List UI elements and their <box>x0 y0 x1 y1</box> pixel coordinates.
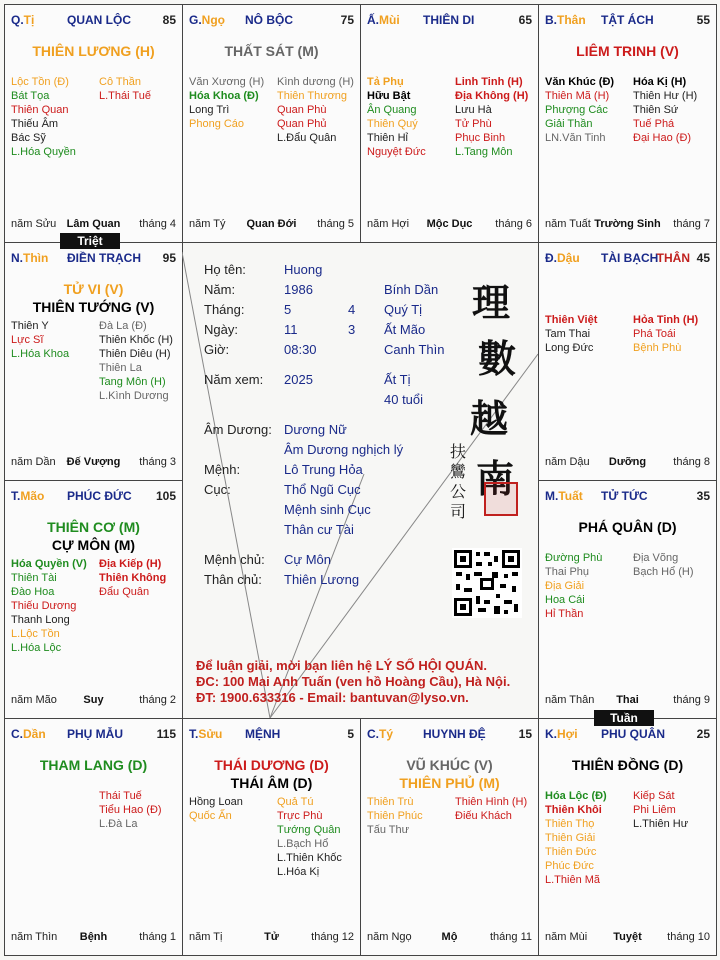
palace-mui <box>360 4 539 243</box>
palace-footer <box>11 931 176 945</box>
palace-name: TẬT ÁCH <box>601 13 654 27</box>
truong-sinh-label: Tử <box>264 931 279 943</box>
minor-star: L.Bạch Hổ <box>277 838 329 850</box>
minor-stars-right <box>277 795 342 879</box>
palace-score: 85 <box>162 13 176 27</box>
minor-star: Thiên Thọ <box>545 818 595 830</box>
minor-star: Thiên Khôi <box>545 804 602 816</box>
palace-name: NÔ BỘC <box>245 13 293 27</box>
calligraphy-char-4: 南 <box>476 456 515 501</box>
truong-sinh-label: Dưỡng <box>608 456 647 468</box>
palace-header <box>545 13 710 29</box>
palace-tuat <box>538 480 717 719</box>
minor-star: L.Thái Tuế <box>99 90 151 102</box>
year-label: năm Thìn <box>11 931 58 943</box>
minor-star: Bát Tọa <box>11 90 50 102</box>
year-label: năm Dậu <box>545 456 590 468</box>
truong-sinh-label: Suy <box>83 694 104 706</box>
minor-star: Ân Quang <box>367 104 417 116</box>
minor-star: L.Đà La <box>99 818 138 830</box>
minor-stars-left <box>189 795 243 823</box>
palace-score: 105 <box>155 489 176 503</box>
nam-xem-can-chi: Ất Tị <box>384 372 411 387</box>
year-label: năm Mão <box>11 694 57 706</box>
minor-star: L.Kình Dương <box>99 390 169 402</box>
minor-star: Phượng Các <box>545 104 608 116</box>
minor-star: Thiếu Dương <box>11 600 77 612</box>
gio-value: 08:30 <box>284 342 317 357</box>
year-label: năm Mùi <box>545 931 588 943</box>
palace-score: 115 <box>156 727 176 741</box>
palace-footer <box>189 931 354 945</box>
ngay-can-chi: Ất Mão <box>384 322 426 337</box>
triet-badge: Triệt <box>60 233 120 249</box>
ho-ten-value: Huong <box>284 262 323 277</box>
minor-stars-left <box>545 75 614 145</box>
palace-header <box>367 13 532 29</box>
truong-sinh-label: Quan Đới <box>246 218 297 230</box>
main-star-1: PHÁ QUÂN (D) <box>578 519 677 535</box>
minor-star: Hóa Kị (H) <box>633 76 687 88</box>
minor-star: Kình dương (H) <box>277 76 354 88</box>
minor-star: Thái Tuế <box>99 790 142 802</box>
year-label: năm Hợi <box>367 218 410 230</box>
palace-footer <box>545 931 710 945</box>
month-label: tháng 2 <box>139 694 176 706</box>
minor-star: Quan Phủ <box>277 118 327 130</box>
can-label: Ấ.Mùi <box>367 13 400 27</box>
minor-star: Hỏa Tinh (H) <box>633 314 699 326</box>
palace-header <box>189 13 354 29</box>
am-duong-value: Dương Nữ <box>284 422 347 437</box>
palace-footer <box>545 694 710 708</box>
minor-stars-left <box>545 551 602 621</box>
minor-stars-right <box>99 75 151 103</box>
minor-star: L.Hóa Quyền <box>11 146 76 158</box>
can-label: B.Thân <box>545 13 586 27</box>
minor-stars-right <box>633 789 688 831</box>
minor-star: Điếu Khách <box>455 810 512 822</box>
palace-hoi <box>538 718 717 956</box>
minor-star: L.Lộc Tồn <box>11 628 60 640</box>
ngay-am-lich: 3 <box>348 322 356 337</box>
thang-am-lich: 4 <box>348 302 356 317</box>
palace-header <box>545 727 710 743</box>
palace-footer <box>11 218 176 232</box>
minor-stars-right <box>455 75 528 159</box>
tuoi-value: 40 tuổi <box>384 392 424 407</box>
month-label: tháng 10 <box>667 931 710 943</box>
calligraphy-char-2: 數 <box>478 336 517 381</box>
minor-star: Đào Hoa <box>11 586 55 598</box>
minor-star: Bạch Hổ (H) <box>633 566 694 578</box>
minor-star: Long Trì <box>189 104 230 116</box>
menh-chu-value: Cự Môn <box>284 552 331 567</box>
nam-xem-value: 2025 <box>284 372 313 387</box>
minor-star: LN.Văn Tinh <box>545 132 606 144</box>
main-star-2: THÁI ÂM (D) <box>230 775 313 791</box>
minor-star: Tướng Quân <box>277 824 341 836</box>
minor-star: Tuế Phá <box>633 118 675 130</box>
minor-star: Thanh Long <box>11 614 70 626</box>
minor-star: Giải Thần <box>545 118 593 130</box>
palace-name: PHÚC ĐỨC <box>67 489 132 503</box>
truong-sinh-label: Trường Sinh <box>594 218 661 230</box>
main-star-1: THAM LANG (D) <box>39 757 148 773</box>
truong-sinh-label: Thai <box>616 694 639 706</box>
palace-footer <box>545 218 710 232</box>
truong-sinh-label: Tuyệt <box>613 931 642 943</box>
palace-header <box>11 13 176 29</box>
minor-star: Phúc Đức <box>545 860 594 872</box>
palace-score: 55 <box>696 13 710 27</box>
minor-star: L.Đẩu Quân <box>277 132 337 144</box>
menh-label: Mệnh: <box>204 462 241 477</box>
minor-star: Văn Xương (H) <box>189 76 265 88</box>
minor-star: Thiên Hư (H) <box>633 90 698 102</box>
palace-header <box>11 727 176 743</box>
minor-star: Kiếp Sát <box>633 790 675 802</box>
minor-star: Thiên Thương <box>277 90 348 102</box>
palace-name: TỬ TỨC <box>601 489 648 503</box>
thang-value: 5 <box>284 302 292 317</box>
palace-footer <box>367 931 532 945</box>
menh-value: Lô Trung Hỏa <box>284 462 363 477</box>
minor-star: Thiếu Âm <box>11 118 59 130</box>
minor-stars-left <box>11 319 69 361</box>
main-star-1: VŨ KHÚC (V) <box>406 757 493 773</box>
main-star-1: TỬ VI (V) <box>63 281 124 297</box>
minor-star: Bác Sỹ <box>11 132 46 144</box>
can-label: N.Thìn <box>11 251 49 265</box>
red-seal-icon <box>484 482 518 516</box>
minor-star: Đại Hao (Đ) <box>633 132 692 144</box>
minor-stars-right <box>455 795 527 823</box>
minor-star: L.Thiên Hư <box>633 818 689 830</box>
minor-star: Hỉ Thần <box>545 608 584 620</box>
minor-star: L.Thiên Mã <box>545 874 601 886</box>
minor-star: Phi Liêm <box>633 804 676 816</box>
than-chu-value: Thiên Lương <box>284 572 360 587</box>
minor-star: Quan Phù <box>277 104 327 116</box>
palace-score: 95 <box>162 251 176 265</box>
palace-score: 15 <box>518 727 532 741</box>
gio-can-chi: Canh Thìn <box>384 342 445 357</box>
minor-star: Tấu Thư <box>367 824 410 836</box>
qr-code-icon <box>452 548 522 618</box>
gio-label: Giờ: <box>204 342 230 357</box>
minor-stars-left <box>189 75 264 131</box>
cuc-label: Cục: <box>204 482 231 497</box>
minor-star: Thiên Hình (H) <box>455 796 528 808</box>
minor-star: Tiểu Hao (Đ) <box>99 804 162 816</box>
main-star-2: THIÊN TƯỚNG (V) <box>32 299 155 315</box>
truong-sinh-label: Đế Vượng <box>66 456 121 468</box>
minor-stars-left <box>545 789 607 887</box>
minor-star: Lực Sĩ <box>11 334 44 346</box>
minor-star: Hóa Quyền (V) <box>11 558 87 570</box>
year-label: năm Tị <box>189 931 223 943</box>
truong-sinh-label: Lâm Quan <box>66 218 121 230</box>
can-label: Đ.Dậu <box>545 251 580 265</box>
month-label: tháng 12 <box>311 931 354 943</box>
minor-stars-left <box>11 75 76 159</box>
minor-star: Bệnh Phù <box>633 342 682 354</box>
minor-stars-left <box>545 313 597 355</box>
can-label: Q.Tị <box>11 13 35 27</box>
minor-star: Tang Môn (H) <box>99 376 166 388</box>
palace-header <box>367 727 532 743</box>
month-label: tháng 6 <box>495 218 532 230</box>
minor-star: Địa Không (H) <box>455 90 529 102</box>
minor-star: Hữu Bật <box>367 90 411 102</box>
palace-header <box>11 251 176 267</box>
minor-stars-right <box>277 75 354 145</box>
palace-score: 75 <box>340 13 354 27</box>
minor-stars-right <box>99 789 162 831</box>
minor-star: Đẩu Quân <box>99 586 150 598</box>
minor-star: Thiên Không <box>99 572 167 584</box>
minor-star: Thiên La <box>99 362 142 374</box>
palace-header <box>545 251 710 267</box>
minor-star: Phục Binh <box>455 132 506 144</box>
palace-footer <box>11 456 176 470</box>
minor-star: L.Hóa Lộc <box>11 642 62 654</box>
palace-score: 25 <box>696 727 710 741</box>
palace-name: PHU QUÂN <box>601 727 666 741</box>
minor-star: Lộc Tồn (Đ) <box>11 76 69 88</box>
can-label: K.Hợi <box>545 727 578 741</box>
nam-xem-label: Năm xem: <box>204 372 264 387</box>
minor-star: Quốc Ấn <box>189 810 232 822</box>
contact-line-2: ĐC: 100 Mai Anh Tuấn (ven hồ Hoàng Cầu), Hà Nội. <box>196 674 511 689</box>
minor-star: Thiên Việt <box>545 314 598 326</box>
ngay-label: Ngày: <box>204 322 238 337</box>
main-star-1: THIÊN CƠ (M) <box>47 519 140 535</box>
than-marker: THÂN <box>656 251 690 265</box>
minor-stars-right <box>633 313 698 355</box>
truong-sinh-label: Mộ <box>441 931 458 943</box>
month-label: tháng 8 <box>673 456 710 468</box>
minor-star: Thiên Trù <box>367 796 414 808</box>
minor-star: L.Tang Môn <box>455 146 513 158</box>
minor-stars-right <box>633 551 694 579</box>
palace-score: 45 <box>696 251 710 265</box>
minor-star: Thiên Mã (H) <box>545 90 610 102</box>
minor-stars-right <box>633 75 697 145</box>
than-chu-label: Thân chủ: <box>204 572 262 587</box>
palace-footer <box>11 694 176 708</box>
palace-name: ĐIỀN TRẠCH <box>67 251 141 265</box>
palace-than <box>538 4 717 243</box>
minor-star: Địa Giải <box>545 580 585 592</box>
cuc-note-1: Mệnh sinh Cục <box>284 502 371 517</box>
palace-header <box>189 727 354 743</box>
ho-ten-label: Họ tên: <box>204 262 246 277</box>
minor-star: Địa Kiếp (H) <box>99 558 162 570</box>
month-label: tháng 9 <box>673 694 710 706</box>
month-label: tháng 5 <box>317 218 354 230</box>
minor-stars-right <box>99 319 173 403</box>
year-label: năm Dần <box>11 456 56 468</box>
main-star-1: LIÊM TRINH (V) <box>576 43 679 59</box>
month-label: tháng 4 <box>139 218 176 230</box>
minor-star: Nguyệt Đức <box>367 146 426 158</box>
can-label: T.Sửu <box>189 727 223 741</box>
minor-star: Cô Thần <box>99 76 141 88</box>
palace-dan <box>4 718 183 956</box>
month-label: tháng 11 <box>489 931 532 943</box>
menh-chu-label: Mệnh chủ: <box>204 552 265 567</box>
minor-star: Phá Toái <box>633 328 676 340</box>
main-star-1: THẤT SÁT (M) <box>224 43 319 59</box>
year-label: năm Thân <box>545 694 595 706</box>
year-label: năm Sửu <box>11 218 57 230</box>
can-label: T.Mão <box>11 489 45 503</box>
palace-suu <box>182 718 361 956</box>
minor-star: Thiên Khốc (H) <box>99 334 173 346</box>
minor-star: Thiên Quý <box>367 118 418 130</box>
palace-score: 35 <box>696 489 710 503</box>
main-star-1: THIÊN ĐỒNG (D) <box>571 757 684 773</box>
calligraphy-char-3: 越 <box>470 396 509 441</box>
palace-mao <box>4 480 183 719</box>
palace-name: MỆNH <box>245 727 281 741</box>
month-label: tháng 1 <box>139 931 176 943</box>
palace-score: 65 <box>518 13 532 27</box>
nam-label: Năm: <box>204 282 236 297</box>
am-duong-note: Âm Dương nghịch lý <box>284 442 404 457</box>
minor-star: L.Hóa Kị <box>277 866 320 878</box>
minor-star: Thiên Tài <box>11 572 57 584</box>
palace-header <box>545 489 710 505</box>
year-label: năm Tuất <box>545 218 591 230</box>
center-panel <box>182 242 538 718</box>
main-star-2: CỰ MÔN (M) <box>51 537 136 553</box>
palace-thin <box>4 242 183 481</box>
minor-star: Đường Phù <box>545 552 603 564</box>
am-duong-label: Âm Dương: <box>204 422 272 437</box>
minor-star: Thiên Sứ <box>633 104 679 116</box>
can-label: C.Dần <box>11 727 46 741</box>
minor-star: Thiên Phúc <box>367 810 423 822</box>
palace-name: QUAN LỘC <box>67 13 131 27</box>
month-label: tháng 7 <box>673 218 710 230</box>
palace-score: 5 <box>347 727 354 741</box>
palace-ty <box>360 718 539 956</box>
nam-can-chi: Bính Dần <box>384 282 439 297</box>
main-star-1: THÁI DƯƠNG (D) <box>214 757 329 773</box>
minor-star: Địa Võng <box>633 552 679 564</box>
thang-can-chi: Quý Tị <box>384 302 423 317</box>
palace-dau <box>538 242 717 481</box>
contact-line-3: ĐT: 1900.633316 - Email: bantuvan@lyso.vn. <box>196 690 469 705</box>
minor-star: Thiên Quan <box>11 104 69 116</box>
minor-star: Lưu Hà <box>455 104 492 116</box>
palace-name: HUYNH ĐỆ <box>423 727 486 741</box>
minor-star: Thiên Đức <box>545 846 597 858</box>
minor-star: Tam Thai <box>545 328 591 340</box>
minor-star: L.Thiên Khốc <box>277 852 342 864</box>
cuc-note-2: Thân cư Tài <box>284 522 354 537</box>
thang-label: Tháng: <box>204 302 245 317</box>
can-label: G.Ngọ <box>189 13 225 27</box>
minor-star: Thai Phụ <box>545 566 590 578</box>
minor-star: Hoa Cái <box>545 594 585 606</box>
main-star-2: THIÊN PHỦ (M) <box>399 775 500 791</box>
minor-star: Thiên Y <box>11 320 49 332</box>
palace-ngo <box>182 4 361 243</box>
minor-star: Hồng Loan <box>189 796 243 808</box>
can-label: M.Tuất <box>545 489 583 503</box>
minor-star: Thiên Hỉ <box>367 132 408 144</box>
minor-star: Quả Tú <box>277 796 314 808</box>
palace-footer <box>545 456 710 470</box>
calligraphy-char-1: 理 <box>472 280 511 325</box>
can-label: C.Tý <box>367 727 394 741</box>
ngay-value: 11 <box>284 322 298 337</box>
minor-star: Phong Cáo <box>189 118 245 130</box>
cuc-value: Thổ Ngũ Cục <box>284 482 361 497</box>
minor-star: Đà La (Đ) <box>99 320 147 332</box>
palace-footer <box>189 218 354 232</box>
palace-header <box>11 489 176 505</box>
palace-name: TÀI BẠCH <box>601 251 659 265</box>
minor-star: Tử Phù <box>455 118 492 130</box>
truong-sinh-label: Mộc Dục <box>426 218 473 230</box>
minor-stars-right <box>99 557 166 599</box>
seal-side-text: 扶鸞公司 <box>450 442 467 521</box>
tuan-badge: Tuần <box>594 710 654 726</box>
contact-line-1: Để luận giải, mời bạn liên hệ LÝ SỐ HỘI QUÁN. <box>196 658 487 673</box>
minor-stars-left <box>367 75 426 159</box>
minor-star: L.Hóa Khoa <box>11 348 70 360</box>
palace-ti <box>4 4 183 243</box>
minor-star: Thiên Diêu (H) <box>99 348 171 360</box>
main-star-1: THIÊN LƯƠNG (H) <box>32 43 155 59</box>
month-label: tháng 3 <box>139 456 176 468</box>
minor-star: Hóa Khoa (Đ) <box>189 90 259 102</box>
minor-star: Hóa Lộc (Đ) <box>545 790 607 802</box>
year-label: năm Ngọ <box>367 931 412 943</box>
minor-stars-left <box>367 795 423 837</box>
palace-footer <box>367 218 532 232</box>
minor-stars-left <box>11 557 87 655</box>
minor-star: Linh Tinh (H) <box>455 76 523 88</box>
truong-sinh-label: Bệnh <box>79 931 108 943</box>
minor-star: Trực Phù <box>277 810 323 822</box>
palace-name: PHỤ MẪU <box>67 727 123 741</box>
minor-star: Tả Phụ <box>367 76 404 88</box>
year-label: năm Tý <box>189 218 226 230</box>
minor-star: Văn Khúc (Đ) <box>545 76 615 88</box>
palace-name: THIÊN DI <box>423 13 475 27</box>
nam-value: 1986 <box>284 282 313 297</box>
minor-star: Long Đức <box>545 342 594 354</box>
minor-star: Thiên Giải <box>545 832 596 844</box>
